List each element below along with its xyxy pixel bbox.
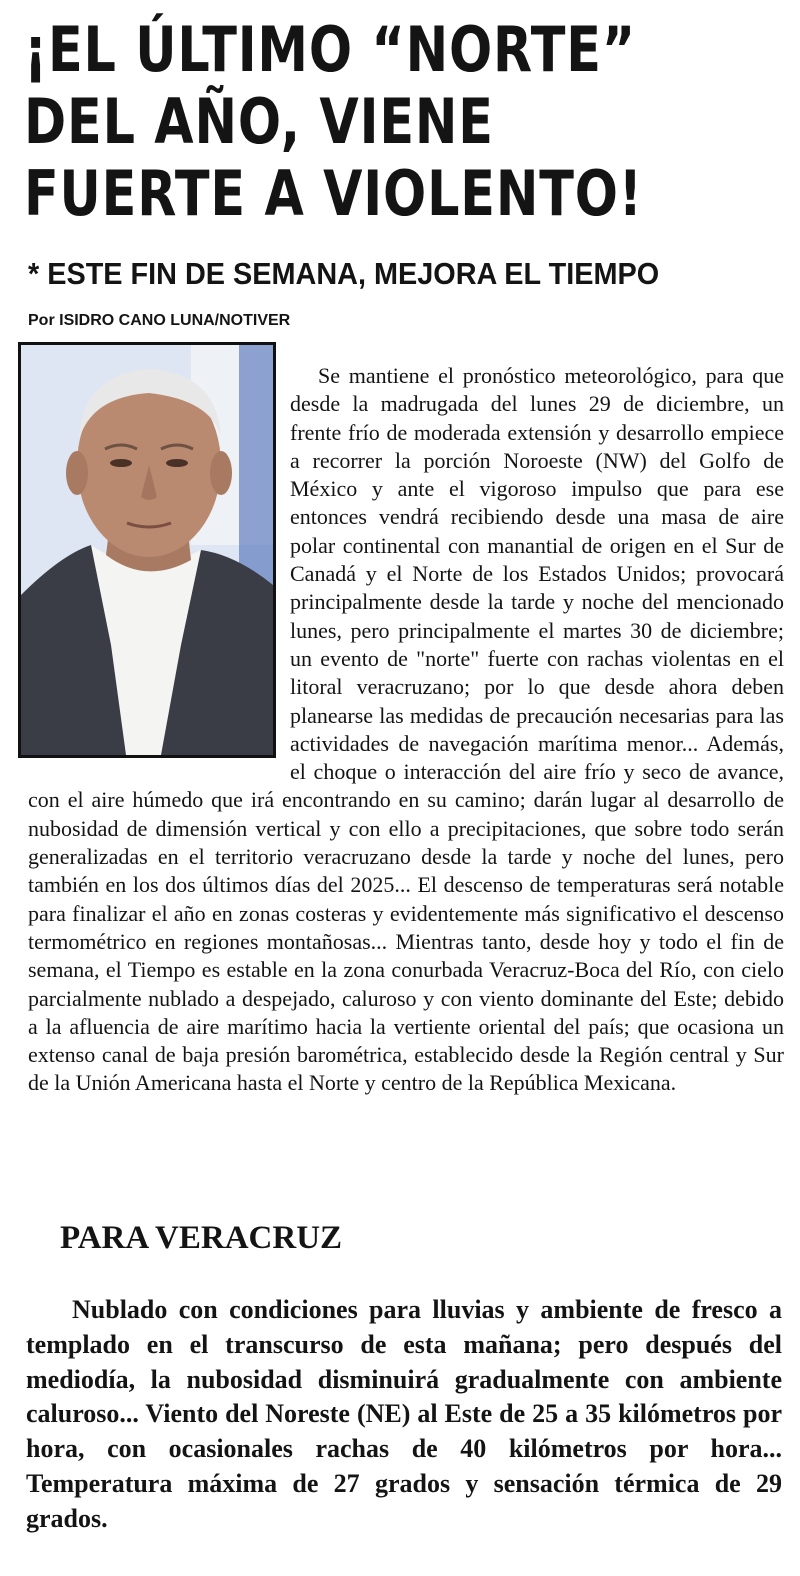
headline-line-3: FUERTE A VIOLENTO! xyxy=(24,157,643,230)
forecast-paragraph xyxy=(26,1293,782,1537)
section-title: PARA VERACRUZ xyxy=(60,1220,343,1256)
headline-line-1: ¡EL ÚLTIMO “NORTE” xyxy=(24,13,637,86)
headline xyxy=(24,14,647,230)
forecast-text: Nublado con condiciones para lluvias y ambiente de fresco a templado en el transcurso de esta mañana; pero después del mediodía, la nubosidad disminuirá gradualmente con ambiente caluroso... Viento del Noreste (NE) al Este de 25 a 35 kilómetros por hora, con ocasionales rachas de 40 kilómetros por hora... Temperatura máxima de 27 grados y sensación térmica de 29 grados. xyxy=(26,1295,782,1533)
article-body-text: Se mantiene el pronóstico meteorológico, para que desde la madrugada del lunes 29 de diciembre, un frente frío de moderada extensión y desarrollo empiece a recorrer la porción Noroeste (NW) del Golfo de México y ante el vigoroso impulso que para ese entonces vendrá recibiendo desde una masa de aire polar continental con manantial de origen en el Sur de Canadá y el Norte de los Estados Unidos; provocará principalmente desde la tarde y noche del mencionado lunes, pero principalmente el martes 30 de diciembre; un evento de "norte" fuerte con rachas violentas en el litoral veracruzano; por lo que desde ahora deben planearse las medidas de precaución necesarias para las actividades de navegación marítima menor... Además, el choque o interacción del aire frío y seco de avance, con el aire húmedo que irá encontrando en su camino; darán lugar al desarrollo de nubosidad de dimensión vertical y con ello a precipitaciones, que sobre todo serán generalizadas en el territorio veracruzano desde la tarde y noche del lunes, pero también en los dos últimos días del 2025... El descenso de temperaturas será notable para finalizar el año en zonas costeras y evidentemente más significativo el descenso termométrico en regiones montañosas... Mientras tanto, desde hoy y todo el fin de semana, el Tiempo es estable en la zona conurbada Veracruz-Boca del Río, con cielo parcialmente nublado a despejado, caluroso y con viento dominante del Este; debido a la afluencia de aire marítimo hacia la vertiente oriental del país; que ocasiona un extenso canal de baja presión barométrica, establecido desde la Región central y Sur de la Unión Americana hasta el Norte y centro de la República Mexicana. xyxy=(28,363,784,1096)
photo-wrap-spacer xyxy=(28,362,290,767)
article-body xyxy=(28,362,784,1098)
byline: Por ISIDRO CANO LUNA/NOTIVER xyxy=(28,312,291,329)
subheadline: * ESTE FIN DE SEMANA, MEJORA EL TIEMPO xyxy=(28,256,660,291)
headline-line-2: DEL AÑO, VIENE xyxy=(24,85,494,158)
